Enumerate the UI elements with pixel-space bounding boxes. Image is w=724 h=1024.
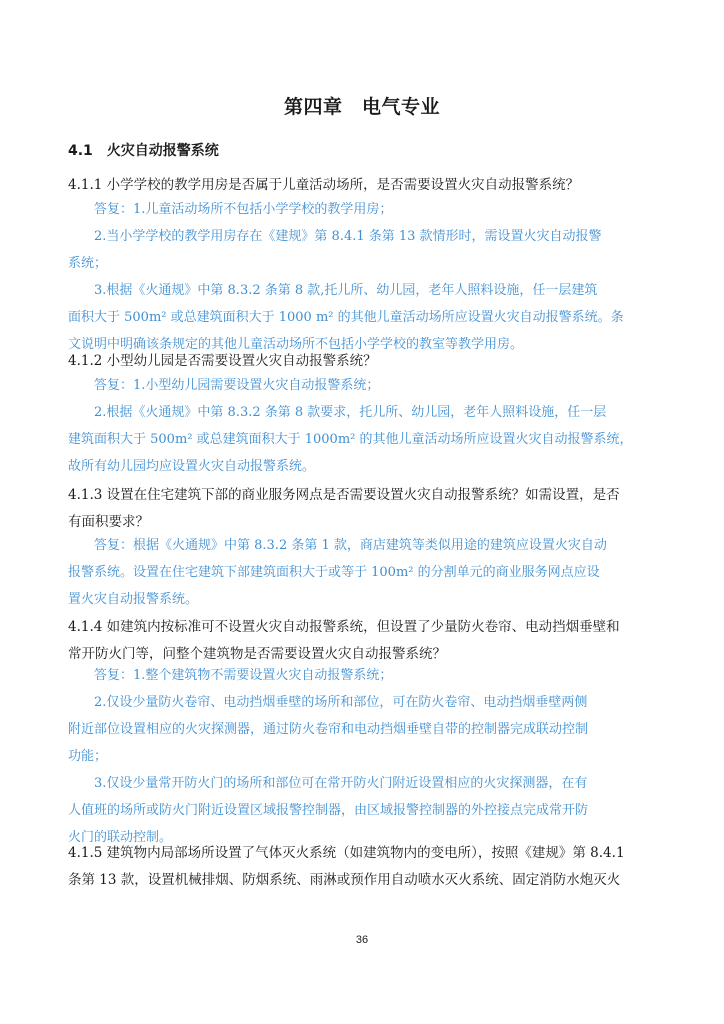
answer-line: 面积大于 500m² 或总建筑面积大于 1000 m² 的其他儿童活动场所应设置火灾自动报警系统。条 <box>68 310 624 325</box>
question-line: 4.1.4 如建筑内按标准可不设置火灾自动报警系统，但设置了少量防火卷帘、电动挡烟垂壁和 <box>68 619 620 635</box>
question-line: 常开防火门等，问整个建筑物是否需要设置火灾自动报警系统？ <box>68 646 446 662</box>
answer-4-1-2 <box>68 372 658 480</box>
answer-line: 系统； <box>68 256 108 271</box>
answer-line: 答复：1.儿童活动场所不包括小学学校的教学用房； <box>94 202 393 217</box>
answer-line: 3.根据《火通规》中第 8.3.2 条第 8 款,托儿所、幼儿园，老年人照料设施，任一层建筑 <box>94 283 598 298</box>
question-4-1-3 <box>68 482 658 536</box>
answer-line: 报警系统。设置在住宅建筑下部建筑面积大于或等于 100m² 的分割单元的商业服务网点应设 <box>68 565 600 580</box>
chapter-title: 第四章 电气专业 <box>283 96 440 118</box>
answer-line: 2.当小学学校的教学用房存在《建规》第 8.4.1 条第 13 款情形时，需设置火灾自动报警 <box>94 229 602 244</box>
answer-line: 建筑面积大于 500m² 或总建筑面积大于 1000m² 的其他儿童活动场所应设置火灾自动报警系统， <box>68 432 633 447</box>
question-line: 4.1.5 建筑物内局部场所设置了气体灭火系统（如建筑物内的变电所），按照《建规》第 8.4.1 <box>68 845 625 861</box>
answer-line: 2.仅设少量防火卷帘、电动挡烟垂壁的场所和部位，可在防火卷帘、电动挡烟垂壁两侧 <box>94 695 588 710</box>
answer-line: 答复：1.整个建筑物不需要设置火灾自动报警系统； <box>94 668 393 683</box>
answer-line: 附近部位设置相应的火灾探测器，通过防火卷帘和电动挡烟垂壁自带的控制器完成联动控制 <box>68 722 589 737</box>
answer-4-1-1 <box>68 196 658 358</box>
answer-line: 故所有幼儿园均应设置火灾自动报警系统。 <box>68 459 316 474</box>
section-title: 4.1 火灾自动报警系统 <box>68 143 219 159</box>
question-line: 条第 13 款，设置机械排烟、防烟系统、雨淋或预作用自动喷水灭火系统、固定消防水炮灭火 <box>68 872 621 888</box>
question-line: 有面积要求？ <box>68 514 149 530</box>
answer-line: 2.根据《火通规》中第 8.3.2 条第 8 款要求，托儿所、幼儿园，老年人照料设施，任一层 <box>94 405 607 420</box>
answer-line: 文说明中明确该条规定的其他儿童活动场所不包括小学学校的教室等教学用房。 <box>68 337 524 352</box>
question-4-1-2: 4.1.2 小型幼儿园是否需要设置火灾自动报警系统？ <box>68 353 377 369</box>
answer-line: 答复：根据《火通规》中第 8.3.2 条第 1 款，商店建筑等类似用途的建筑应设置火灾自动 <box>94 538 607 553</box>
answer-line: 功能； <box>68 749 108 764</box>
question-4-1-5 <box>68 840 658 894</box>
answer-4-1-4 <box>68 662 658 851</box>
question-line: 4.1.3 设置在住宅建筑下部的商业服务网点是否需要设置火灾自动报警系统？如需设置，是否 <box>68 487 620 503</box>
answer-line: 3.仅设少量常开防火门的场所和部位可在常开防火门附近设置相应的火灾探测器，在有 <box>94 776 588 791</box>
page-number: 36 <box>355 934 369 946</box>
answer-line: 人值班的场所或防火门附近设置区域报警控制器，由区域报警控制器的外控接点完成常开防 <box>68 803 589 818</box>
answer-line: 置火灾自动报警系统。 <box>68 592 199 607</box>
answer-4-1-3 <box>68 532 658 613</box>
answer-line: 火门的联动控制。 <box>68 830 173 845</box>
question-4-1-4 <box>68 614 658 668</box>
answer-line: 答复：1.小型幼儿园需要设置火灾自动报警系统； <box>94 378 380 393</box>
question-4-1-1: 4.1.1 小学学校的教学用房是否属于儿童活动场所，是否需要设置火灾自动报警系统？ <box>68 177 580 193</box>
